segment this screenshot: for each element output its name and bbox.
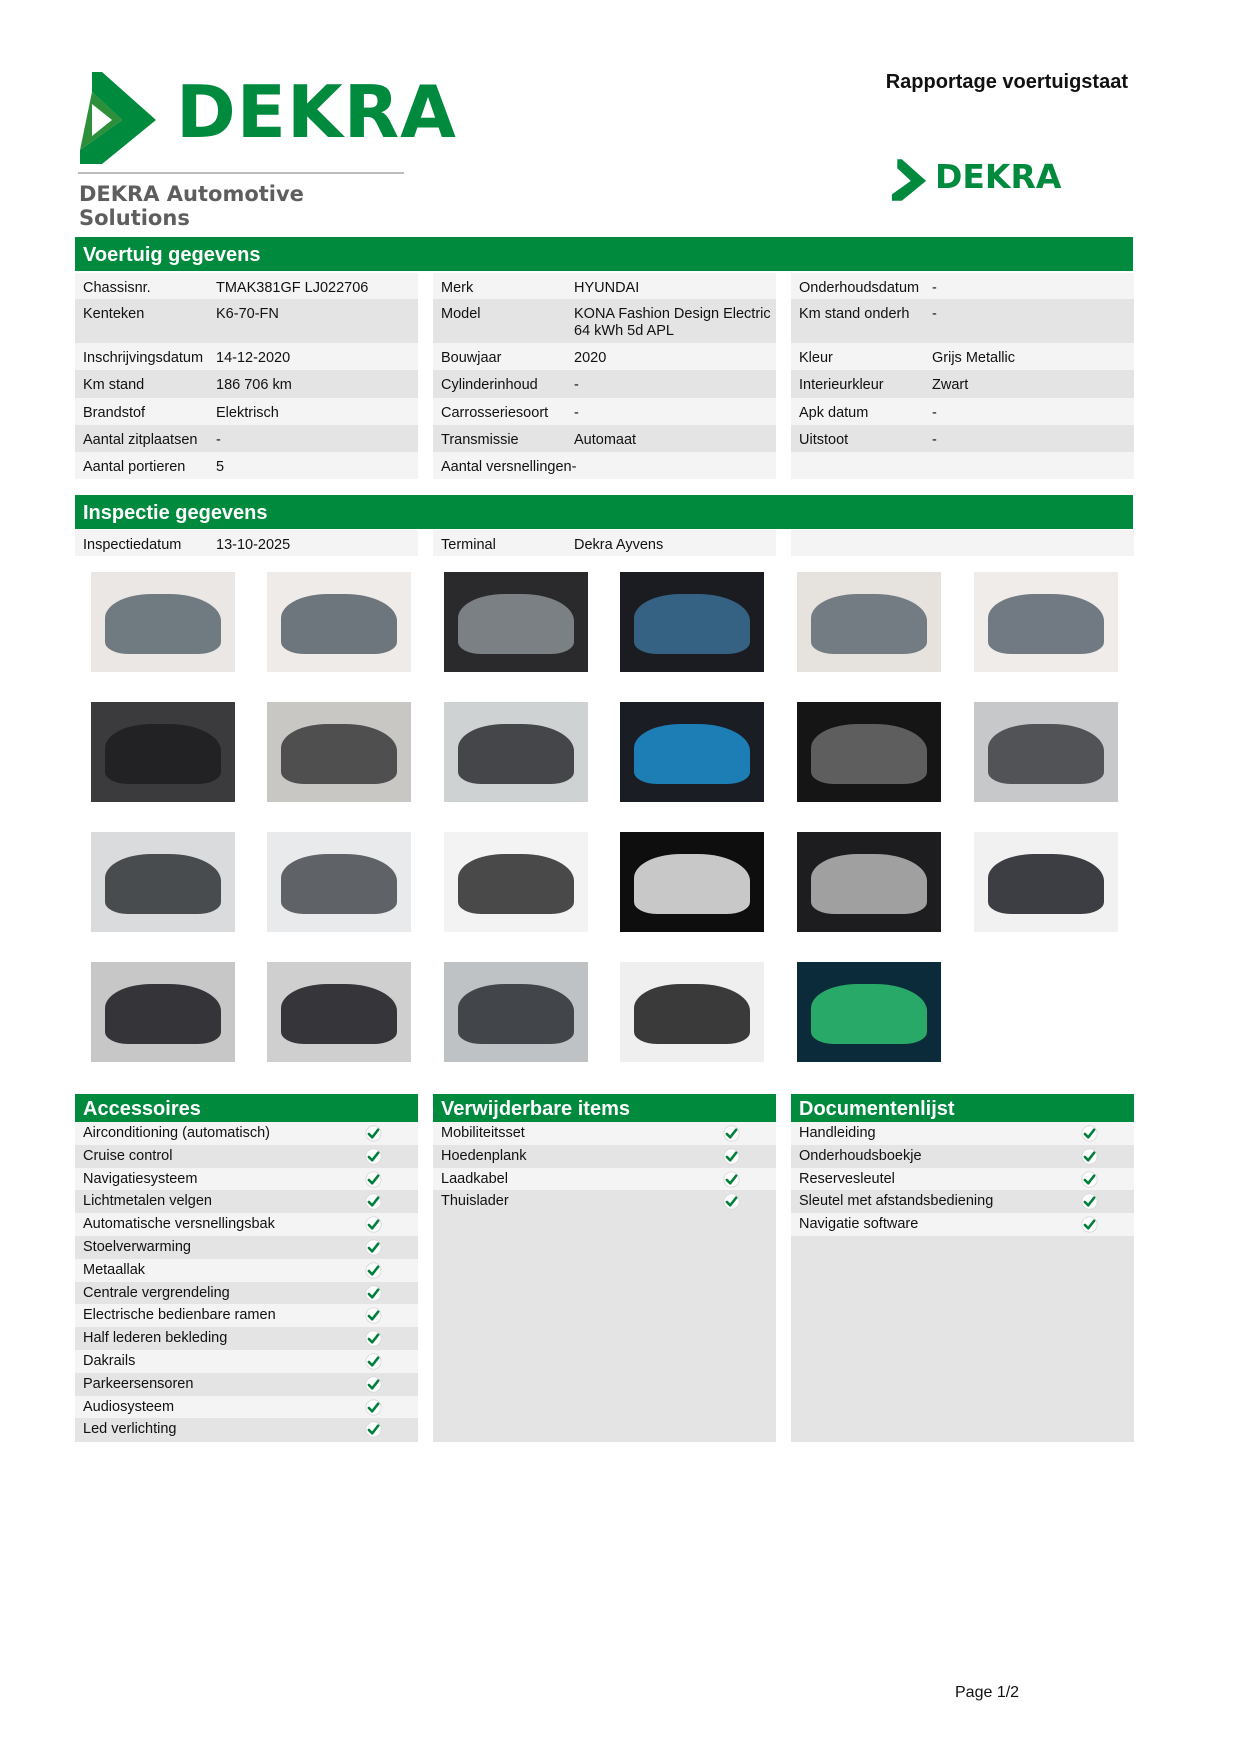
vehicle-row bbox=[433, 398, 776, 425]
field-value: - bbox=[216, 432, 221, 448]
vehicle-photo[interactable] bbox=[797, 702, 941, 802]
field-label: Km stand bbox=[83, 377, 145, 393]
checkmark-icon bbox=[1081, 1148, 1098, 1165]
vehicle-photo[interactable] bbox=[797, 832, 941, 932]
vehicle-photo[interactable] bbox=[267, 702, 411, 802]
field-label: Apk datum bbox=[799, 405, 869, 421]
photo-subject bbox=[281, 854, 397, 914]
dekra-logo bbox=[78, 70, 457, 230]
checkmark-icon bbox=[1081, 1125, 1098, 1142]
checkmark-icon bbox=[723, 1193, 740, 1210]
checklist-item bbox=[75, 1213, 418, 1236]
checklist-item bbox=[75, 1304, 418, 1327]
checklist-item bbox=[75, 1122, 418, 1145]
checklist-item-label: Lichtmetalen velgen bbox=[83, 1193, 212, 1210]
field-value: - bbox=[932, 280, 937, 296]
vehicle-photo[interactable] bbox=[444, 962, 588, 1062]
vehicle-row bbox=[433, 343, 776, 370]
checklist-item bbox=[75, 1190, 418, 1213]
inspection-section-header: Inspectie gegevens bbox=[75, 495, 1133, 529]
checklist-item-label: Audiosysteem bbox=[83, 1398, 175, 1415]
removable-list bbox=[433, 1122, 776, 1442]
photo-subject bbox=[634, 984, 750, 1044]
checklist-item bbox=[433, 1190, 776, 1213]
checklist-item-label: Thuislader bbox=[441, 1193, 509, 1210]
photo-subject bbox=[458, 984, 574, 1044]
vehicle-photo[interactable] bbox=[444, 702, 588, 802]
vehicle-photo[interactable] bbox=[91, 832, 235, 932]
checklist-item-label: Handleiding bbox=[799, 1125, 876, 1141]
checklist-item bbox=[791, 1145, 1134, 1168]
checklist-item-label: Laadkabel bbox=[441, 1170, 508, 1187]
field-value: Dekra Ayvens bbox=[574, 537, 664, 553]
vehicle-photo[interactable] bbox=[91, 962, 235, 1062]
photo-subject bbox=[988, 854, 1104, 914]
checklist-item bbox=[75, 1282, 418, 1305]
vehicle-row bbox=[791, 299, 1134, 343]
checklist-item bbox=[791, 1122, 1134, 1145]
checklist-item bbox=[75, 1373, 418, 1396]
logo-divider bbox=[78, 172, 404, 174]
field-label: Inspectiedatum bbox=[83, 537, 182, 553]
field-label: Terminal bbox=[441, 537, 496, 553]
field-label: Km stand onderh bbox=[799, 306, 910, 322]
checkmark-icon bbox=[1081, 1171, 1098, 1188]
field-value: Grijs Metallic bbox=[932, 350, 1015, 366]
photo-subject bbox=[458, 724, 574, 784]
checklist-item-label: Navigatie software bbox=[799, 1216, 919, 1233]
vehicle-photo[interactable] bbox=[91, 572, 235, 672]
checkmark-icon bbox=[365, 1216, 382, 1233]
photo-subject bbox=[105, 854, 221, 914]
vehicle-photo[interactable] bbox=[974, 702, 1118, 802]
field-label: Aantal versnellingen bbox=[441, 459, 572, 475]
checklist-item bbox=[75, 1259, 418, 1282]
field-value: Automaat bbox=[574, 432, 637, 448]
photo-subject bbox=[811, 984, 927, 1044]
vehicle-row bbox=[791, 273, 1134, 299]
vehicle-row bbox=[791, 370, 1134, 398]
documents-header: Documentenlijst bbox=[791, 1094, 1134, 1122]
checklist-item bbox=[75, 1145, 418, 1168]
logo-subtitle: DEKRA Automotive Solutions bbox=[79, 182, 304, 230]
dekra-small-mark-icon bbox=[891, 158, 927, 202]
photo-subject bbox=[811, 724, 927, 784]
field-label: Kleur bbox=[799, 350, 833, 366]
photo-subject bbox=[811, 854, 927, 914]
checklist-item bbox=[75, 1168, 418, 1191]
checkmark-icon bbox=[723, 1171, 740, 1188]
checklist-item bbox=[791, 1190, 1134, 1213]
documents-list bbox=[791, 1122, 1134, 1442]
vehicle-photo[interactable] bbox=[797, 962, 941, 1062]
checklist-item-label: Sleutel met afstandsbediening bbox=[799, 1193, 994, 1210]
checklist-item-label: Stoelverwarming bbox=[83, 1238, 191, 1255]
checkmark-icon bbox=[365, 1330, 382, 1347]
photo-subject bbox=[988, 594, 1104, 654]
checklist-item-label: Automatische versnellingsbak bbox=[83, 1216, 275, 1233]
checkmark-icon bbox=[1081, 1216, 1098, 1233]
field-value: - bbox=[932, 432, 937, 448]
field-label: Kenteken bbox=[83, 306, 145, 322]
checkmark-icon bbox=[365, 1262, 382, 1279]
photo-subject bbox=[281, 594, 397, 654]
accessories-header: Accessoires bbox=[75, 1094, 418, 1122]
checklist-item bbox=[75, 1350, 418, 1373]
vehicle-row bbox=[433, 370, 776, 398]
report-title: Rapportage voertuigstaat bbox=[885, 71, 1128, 93]
vehicle-row bbox=[433, 452, 776, 479]
photo-subject bbox=[105, 724, 221, 784]
field-label: Aantal zitplaatsen bbox=[83, 432, 198, 448]
field-value: - bbox=[932, 405, 937, 421]
photo-subject bbox=[105, 984, 221, 1044]
field-value: - bbox=[571, 459, 577, 475]
vehicle-photo[interactable] bbox=[974, 832, 1118, 932]
vehicle-photo[interactable] bbox=[267, 832, 411, 932]
photo-subject bbox=[634, 594, 750, 654]
photo-subject bbox=[458, 854, 574, 914]
vehicle-section-header: Voertuig gegevens bbox=[75, 237, 1133, 271]
checklist-item bbox=[791, 1213, 1134, 1236]
checklist-item bbox=[433, 1122, 776, 1145]
dekra-logo-mark-icon bbox=[78, 70, 158, 166]
vehicle-photo[interactable] bbox=[620, 962, 764, 1062]
checklist-item bbox=[75, 1396, 418, 1419]
vehicle-photo[interactable] bbox=[797, 572, 941, 672]
field-value: - bbox=[574, 377, 579, 393]
field-value: Elektrisch bbox=[216, 405, 279, 421]
checkmark-icon bbox=[723, 1125, 740, 1142]
checklist-item bbox=[75, 1236, 418, 1259]
field-label: Brandstof bbox=[83, 405, 146, 421]
field-label: Carrosseriesoort bbox=[441, 405, 549, 421]
field-label: Inschrijvingsdatum bbox=[83, 350, 204, 366]
checkmark-icon bbox=[365, 1307, 382, 1324]
photo-subject bbox=[281, 984, 397, 1044]
checkmark-icon bbox=[365, 1399, 382, 1416]
photo-subject bbox=[105, 594, 221, 654]
checkmark-icon bbox=[365, 1148, 382, 1165]
checklist-item-label: Dakrails bbox=[83, 1352, 136, 1369]
checkmark-icon bbox=[365, 1421, 382, 1438]
checklist-item-label: Cruise control bbox=[83, 1147, 173, 1164]
field-value: 13-10-2025 bbox=[216, 537, 291, 553]
checklist-item-label: Mobiliteitsset bbox=[441, 1125, 525, 1141]
field-label: Aantal portieren bbox=[83, 459, 186, 475]
field-value: - bbox=[932, 306, 937, 322]
inspection-row bbox=[433, 530, 776, 556]
field-label: Chassisnr. bbox=[83, 280, 151, 296]
vehicle-row bbox=[791, 398, 1134, 425]
vehicle-photo[interactable] bbox=[444, 572, 588, 672]
field-label: Transmissie bbox=[441, 432, 519, 448]
inspection-row-empty bbox=[791, 530, 1134, 556]
field-value: Zwart bbox=[932, 377, 969, 393]
checkmark-icon bbox=[365, 1125, 382, 1142]
field-label: Uitstoot bbox=[799, 432, 849, 448]
vehicle-photo[interactable] bbox=[620, 572, 764, 672]
vehicle-col-1 bbox=[75, 273, 418, 479]
checkmark-icon bbox=[365, 1193, 382, 1210]
field-label: Interieurkleur bbox=[799, 377, 884, 393]
checklist-item-label: Electrische bedienbare ramen bbox=[83, 1307, 276, 1324]
field-value: 186 706 km bbox=[216, 377, 292, 393]
vehicle-row-empty bbox=[791, 452, 1134, 479]
checklist-item-label: Half lederen bekleding bbox=[83, 1330, 228, 1347]
vehicle-photo[interactable] bbox=[974, 572, 1118, 672]
field-label: Onderhoudsdatum bbox=[799, 280, 920, 296]
checklist-item bbox=[75, 1418, 418, 1441]
accessories-list bbox=[75, 1122, 418, 1442]
checklist-item bbox=[75, 1327, 418, 1350]
checklist-item-label: Centrale vergrendeling bbox=[83, 1284, 230, 1301]
inspection-col-1 bbox=[75, 530, 418, 556]
dekra-small-logo bbox=[891, 157, 1062, 204]
field-value: 14-12-2020 bbox=[216, 350, 291, 366]
checkmark-icon bbox=[365, 1353, 382, 1370]
checklist-item bbox=[433, 1145, 776, 1168]
photo-subject bbox=[811, 594, 927, 654]
logo-word: DEKRA bbox=[176, 70, 457, 154]
checklist-item-label: Onderhoudsboekje bbox=[799, 1147, 922, 1164]
small-logo-word: DEKRA bbox=[935, 157, 1062, 196]
checkmark-icon bbox=[365, 1239, 382, 1256]
vehicle-row bbox=[791, 425, 1134, 452]
field-label: Model bbox=[441, 306, 481, 322]
vehicle-photo[interactable] bbox=[620, 702, 764, 802]
vehicle-row bbox=[791, 343, 1134, 370]
checklist-item-label: Navigatiesysteem bbox=[83, 1170, 198, 1187]
vehicle-row bbox=[75, 273, 418, 299]
page-number: Page 1/2 bbox=[955, 1684, 1020, 1701]
field-value: 2020 bbox=[574, 350, 607, 366]
vehicle-row bbox=[75, 343, 418, 370]
field-value: 5 bbox=[216, 459, 225, 475]
vehicle-row bbox=[75, 370, 418, 398]
vehicle-photo[interactable] bbox=[267, 572, 411, 672]
photo-subject bbox=[988, 724, 1104, 784]
vehicle-col-3 bbox=[791, 273, 1134, 479]
inspection-row bbox=[75, 530, 418, 556]
vehicle-row bbox=[433, 299, 776, 343]
field-value: HYUNDAI bbox=[574, 280, 640, 296]
vehicle-row bbox=[75, 452, 418, 479]
checklist-item-label: Led verlichting bbox=[83, 1421, 177, 1438]
checklist-item bbox=[791, 1168, 1134, 1191]
field-value: - bbox=[574, 405, 579, 421]
vehicle-col-2 bbox=[433, 273, 776, 479]
field-label: Cylinderinhoud bbox=[441, 377, 538, 393]
removable-header: Verwijderbare items bbox=[433, 1094, 776, 1122]
checklist-item-label: Reservesleutel bbox=[799, 1170, 895, 1187]
field-value: TMAK381GF LJ022706 bbox=[216, 280, 369, 296]
photo-subject bbox=[458, 594, 574, 654]
checkmark-icon bbox=[1081, 1193, 1098, 1210]
field-label: Merk bbox=[441, 280, 474, 296]
checkmark-icon bbox=[365, 1285, 382, 1302]
vehicle-photo[interactable] bbox=[91, 702, 235, 802]
vehicle-row bbox=[75, 398, 418, 425]
field-value: K6-70-FN bbox=[216, 306, 279, 322]
checkmark-icon bbox=[365, 1171, 382, 1188]
vehicle-row bbox=[75, 299, 418, 343]
vehicle-row bbox=[75, 425, 418, 452]
vehicle-photo[interactable] bbox=[620, 832, 764, 932]
field-value: KONA Fashion Design Electric 64 kWh 5d APL bbox=[574, 306, 771, 339]
vehicle-row bbox=[433, 273, 776, 299]
photo-subject bbox=[634, 854, 750, 914]
vehicle-photo[interactable] bbox=[267, 962, 411, 1062]
checklist-item-label: Parkeersensoren bbox=[83, 1375, 194, 1392]
inspection-col-3 bbox=[791, 530, 1134, 556]
checkmark-icon bbox=[365, 1376, 382, 1393]
checklist-item-label: Airconditioning (automatisch) bbox=[83, 1125, 270, 1141]
photo-subject bbox=[634, 724, 750, 784]
checkmark-icon bbox=[723, 1148, 740, 1165]
checklist-item bbox=[433, 1168, 776, 1191]
vehicle-row bbox=[433, 425, 776, 452]
inspection-col-2 bbox=[433, 530, 776, 556]
photo-subject bbox=[281, 724, 397, 784]
vehicle-photo[interactable] bbox=[444, 832, 588, 932]
checklist-item-label: Hoedenplank bbox=[441, 1147, 527, 1164]
field-label: Bouwjaar bbox=[441, 350, 502, 366]
checklist-item-label: Metaallak bbox=[83, 1261, 146, 1278]
